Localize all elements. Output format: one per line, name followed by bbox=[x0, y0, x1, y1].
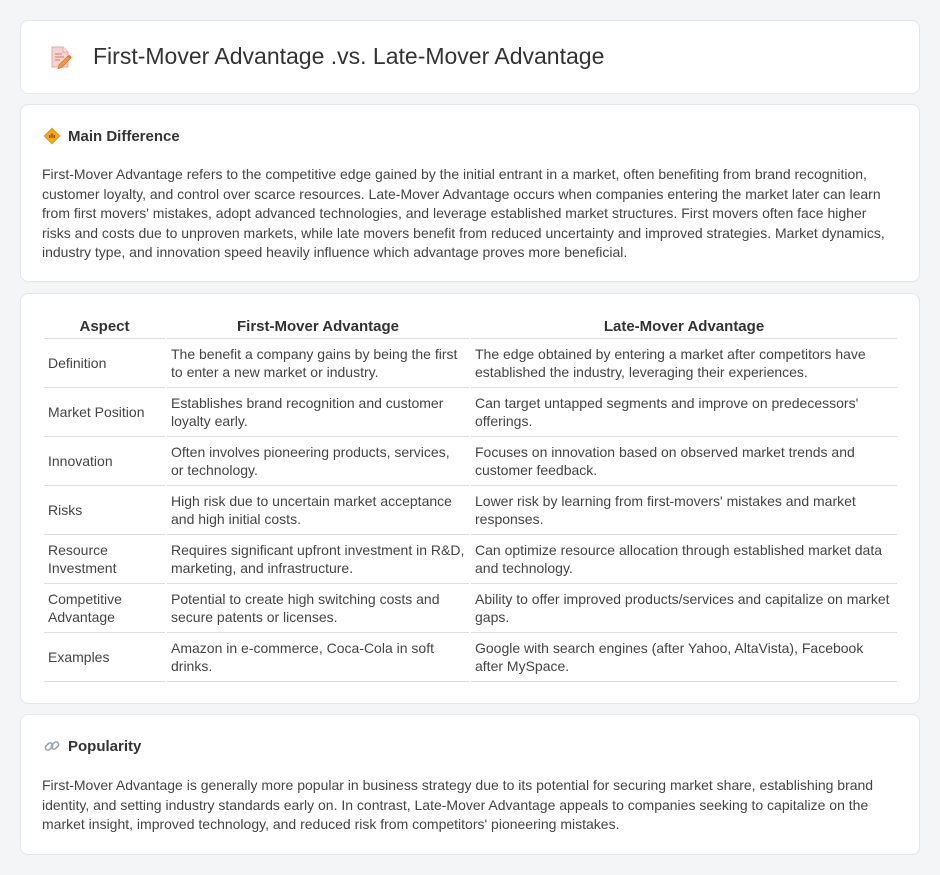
aspect-cell: Definition bbox=[44, 339, 165, 388]
aspect-cell: Resource Investment bbox=[44, 535, 165, 584]
link-icon bbox=[43, 737, 61, 755]
first-mover-cell: Potential to create high switching costs and secure patents or licenses. bbox=[167, 584, 469, 633]
page-title: First-Mover Advantage .vs. Late-Mover Advantage bbox=[93, 43, 605, 69]
header-card bbox=[20, 20, 920, 94]
late-mover-cell: Ability to offer improved products/services and capitalize on market gaps. bbox=[471, 584, 897, 633]
first-mover-cell: Often involves pioneering products, services, or technology. bbox=[167, 437, 469, 486]
main-difference-heading bbox=[43, 127, 180, 145]
table-row bbox=[44, 486, 897, 535]
header-aspect: Aspect bbox=[44, 315, 165, 339]
popularity-heading bbox=[43, 737, 141, 755]
header-first-mover: First-Mover Advantage bbox=[167, 315, 469, 339]
aspect-cell: Market Position bbox=[44, 388, 165, 437]
comparison-card bbox=[20, 293, 920, 704]
late-mover-cell: Can target untapped segments and improve on predecessors' offerings. bbox=[471, 388, 897, 437]
main-difference-title: Main Difference bbox=[68, 127, 180, 145]
late-mover-cell: Focuses on innovation based on observed market trends and customer feedback. bbox=[471, 437, 897, 486]
popularity-text: First-Mover Advantage is generally more popular in business strategy due to its potential for securing market share, establishing brand identity, and setting industry standards early on. In contrast, Late-Mover Advantage appeals to companies seeking to capitalize on the market insight, improved technology, and reduced risk from competitors' pioneering mistakes. bbox=[42, 777, 874, 832]
main-difference-text: First-Mover Advantage refers to the competitive edge gained by the initial entrant in a market, often benefiting from brand recognition, customer loyalty, and control over scarce resources. Late-Mover Advantage occurs when companies entering the market later can learn from first movers' mistakes, adopt advanced technologies, and leverage established market structures. First movers often face higher risks and costs due to unproven markets, while late movers benefit from reduced uncertainty and improved strategies. Market dynamics, industry type, and innovation speed heavily influence which advantage proves more beneficial. bbox=[42, 166, 885, 260]
aspect-cell: Innovation bbox=[44, 437, 165, 486]
table-header-row bbox=[44, 315, 897, 339]
late-mover-cell: Lower risk by learning from first-movers' mistakes and market responses. bbox=[471, 486, 897, 535]
first-mover-cell: Requires significant upfront investment in R&D, marketing, and infrastructure. bbox=[167, 535, 469, 584]
late-mover-cell: Google with search engines (after Yahoo, AltaVista), Facebook after MySpace. bbox=[471, 633, 897, 682]
late-mover-cell: The edge obtained by entering a market after competitors have established the industry, leveraging their experiences. bbox=[471, 339, 897, 388]
title-row bbox=[47, 43, 604, 70]
first-mover-cell: The benefit a company gains by being the first to enter a new market or industry. bbox=[167, 339, 469, 388]
main-difference-card bbox=[20, 104, 920, 282]
late-mover-cell: Can optimize resource allocation through established market data and technology. bbox=[471, 535, 897, 584]
header-late-mover: Late-Mover Advantage bbox=[471, 315, 897, 339]
first-mover-cell: Establishes brand recognition and customer loyalty early. bbox=[167, 388, 469, 437]
table-row bbox=[44, 339, 897, 388]
popularity-card bbox=[20, 714, 920, 855]
first-mover-cell: Amazon in e-commerce, Coca-Cola in soft drinks. bbox=[167, 633, 469, 682]
table-row bbox=[44, 633, 897, 682]
table-row bbox=[44, 584, 897, 633]
aspect-cell: Examples bbox=[44, 633, 165, 682]
comparison-table bbox=[42, 315, 899, 682]
table-row bbox=[44, 437, 897, 486]
popularity-title: Popularity bbox=[68, 737, 142, 755]
aspect-cell: Competitive Advantage bbox=[44, 584, 165, 633]
aspect-cell: Risks bbox=[44, 486, 165, 535]
table-row bbox=[44, 535, 897, 584]
diamond-signal-icon bbox=[43, 127, 61, 145]
first-mover-cell: High risk due to uncertain market acceptance and high initial costs. bbox=[167, 486, 469, 535]
table-row bbox=[44, 388, 897, 437]
document-pencil-icon bbox=[47, 44, 73, 70]
